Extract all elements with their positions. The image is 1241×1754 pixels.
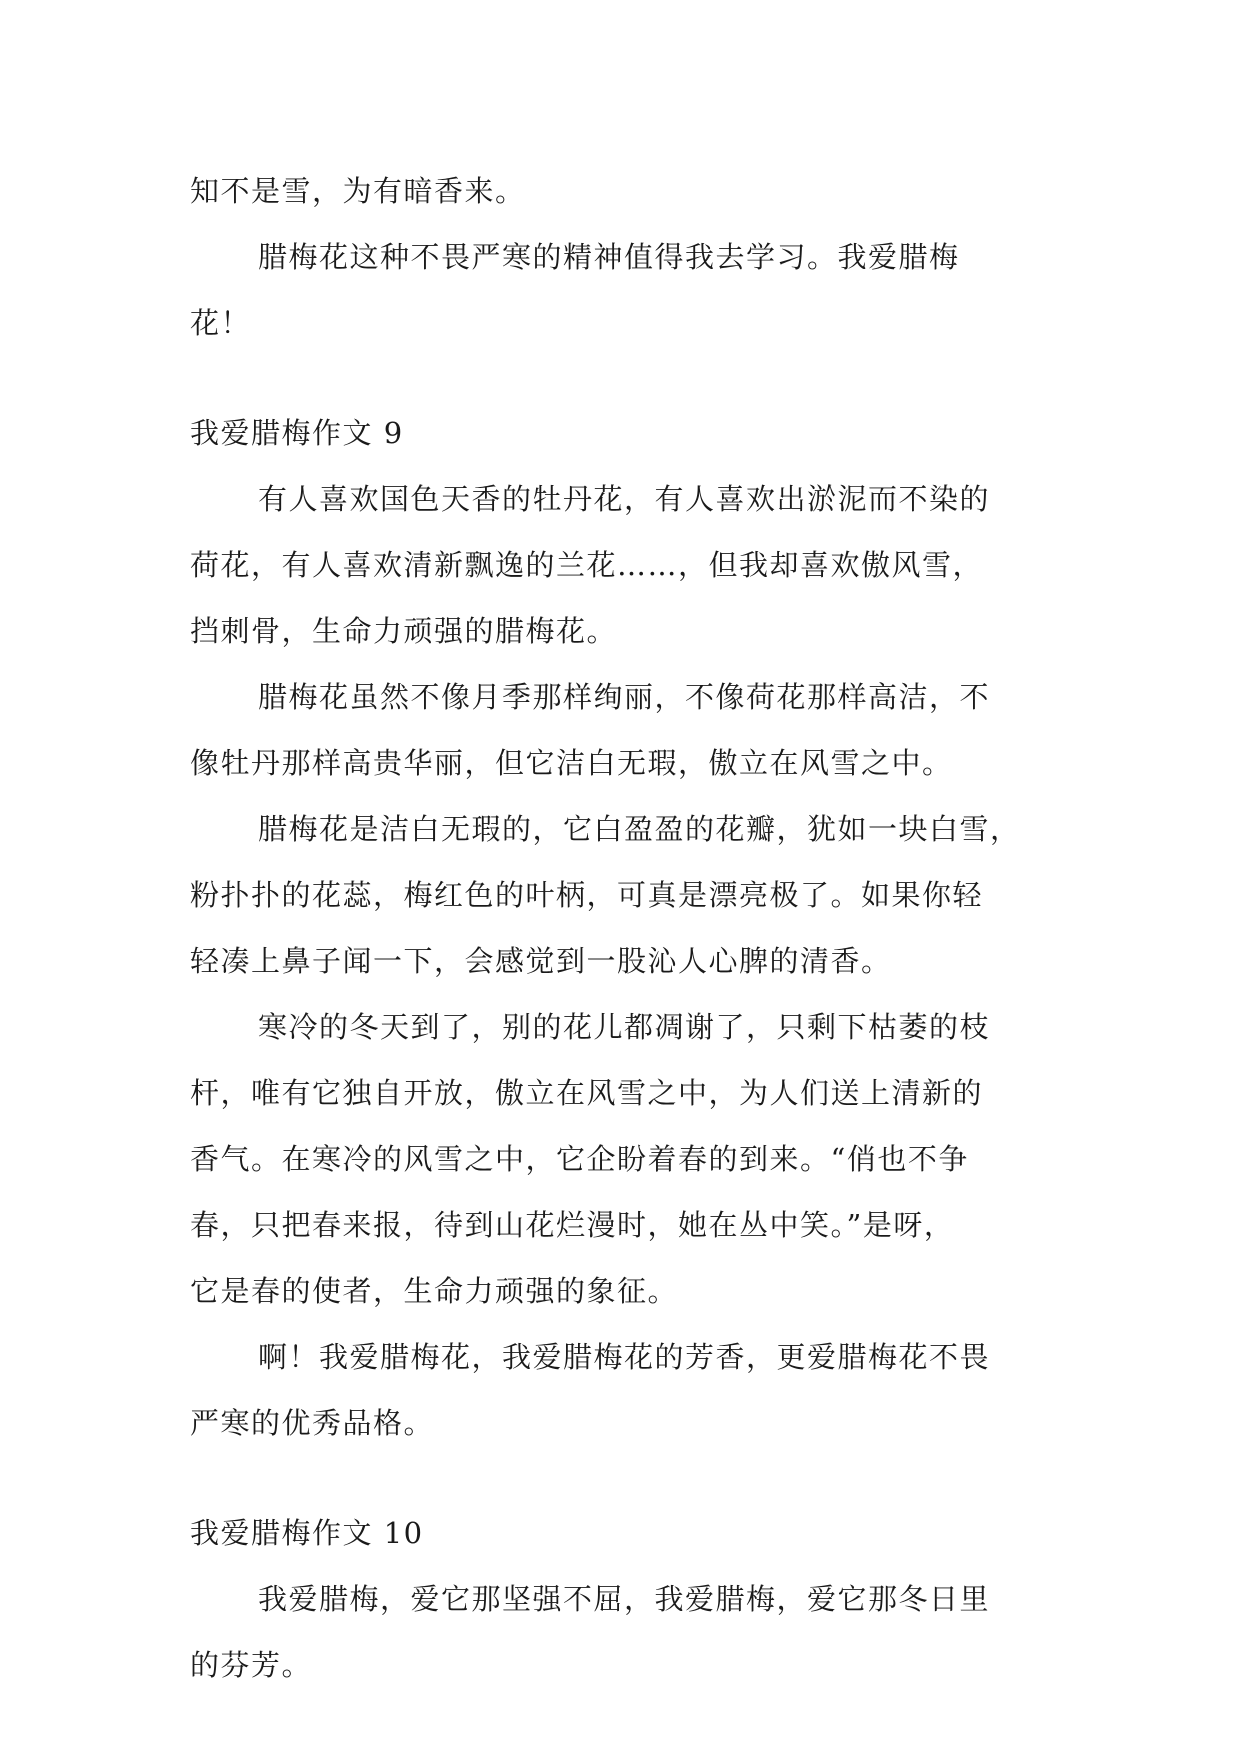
section-title-9: 我爱腊梅作文 9 [190,416,404,450]
paragraph-line: 腊梅花虽然不像月季那样绚丽，不像荷花那样高洁，不 [258,680,991,714]
section-gap [190,1456,1060,1500]
paragraph-line: 我爱腊梅，爱它那坚强不屈，我爱腊梅，爱它那冬日里 [258,1582,991,1616]
paragraph-line: 杆，唯有它独自开放，傲立在风雪之中，为人们送上清新的 [190,1076,984,1110]
paragraph-line: 有人喜欢国色天香的牡丹花，有人喜欢出淤泥而不染的 [258,482,991,516]
paragraph-line: 轻凑上鼻子闻一下，会感觉到一股沁人心脾的清香。 [190,944,892,978]
paragraph-line: 它是春的使者，生命力顽强的象征。 [190,1274,679,1308]
paragraph-line: 的芬芳。 [190,1648,313,1682]
paragraph-line: 腊梅花这种不畏严寒的精神值得我去学习。我爱腊梅 [258,240,960,274]
paragraph-line: 腊梅花是洁白无瑕的，它白盈盈的花瓣，犹如一块白雪， [258,812,1021,846]
section-gap [190,356,1060,400]
paragraph-line: 像牡丹那样高贵华丽，但它洁白无瑕，傲立在风雪之中。 [190,746,953,780]
paragraph-line: 啊！我爱腊梅花，我爱腊梅花的芳香，更爱腊梅花不畏 [258,1340,991,1374]
paragraph-line: 粉扑扑的花蕊，梅红色的叶柄，可真是漂亮极了。如果你轻 [190,878,984,912]
text-column [190,158,1060,1698]
paragraph-line: 香气。在寒冷的风雪之中，它企盼着春的到来。“俏也不争 [190,1142,969,1176]
paragraph-line: 花！ [190,306,252,340]
section-title-10: 我爱腊梅作文 10 [190,1516,424,1550]
paragraph-line: 严寒的优秀品格。 [190,1406,435,1440]
paragraph-line: 荷花，有人喜欢清新飘逸的兰花……，但我却喜欢傲风雪， [190,548,984,582]
paragraph-continuation-line: 知不是雪，为有暗香来。 [190,174,526,208]
paragraph-line: 寒冷的冬天到了，别的花儿都凋谢了，只剩下枯萎的枝 [258,1010,991,1044]
paragraph-line: 春，只把春来报，待到山花烂漫时，她在丛中笑。”是呀， [190,1208,955,1242]
paragraph-line: 挡刺骨，生命力顽强的腊梅花。 [190,614,618,648]
